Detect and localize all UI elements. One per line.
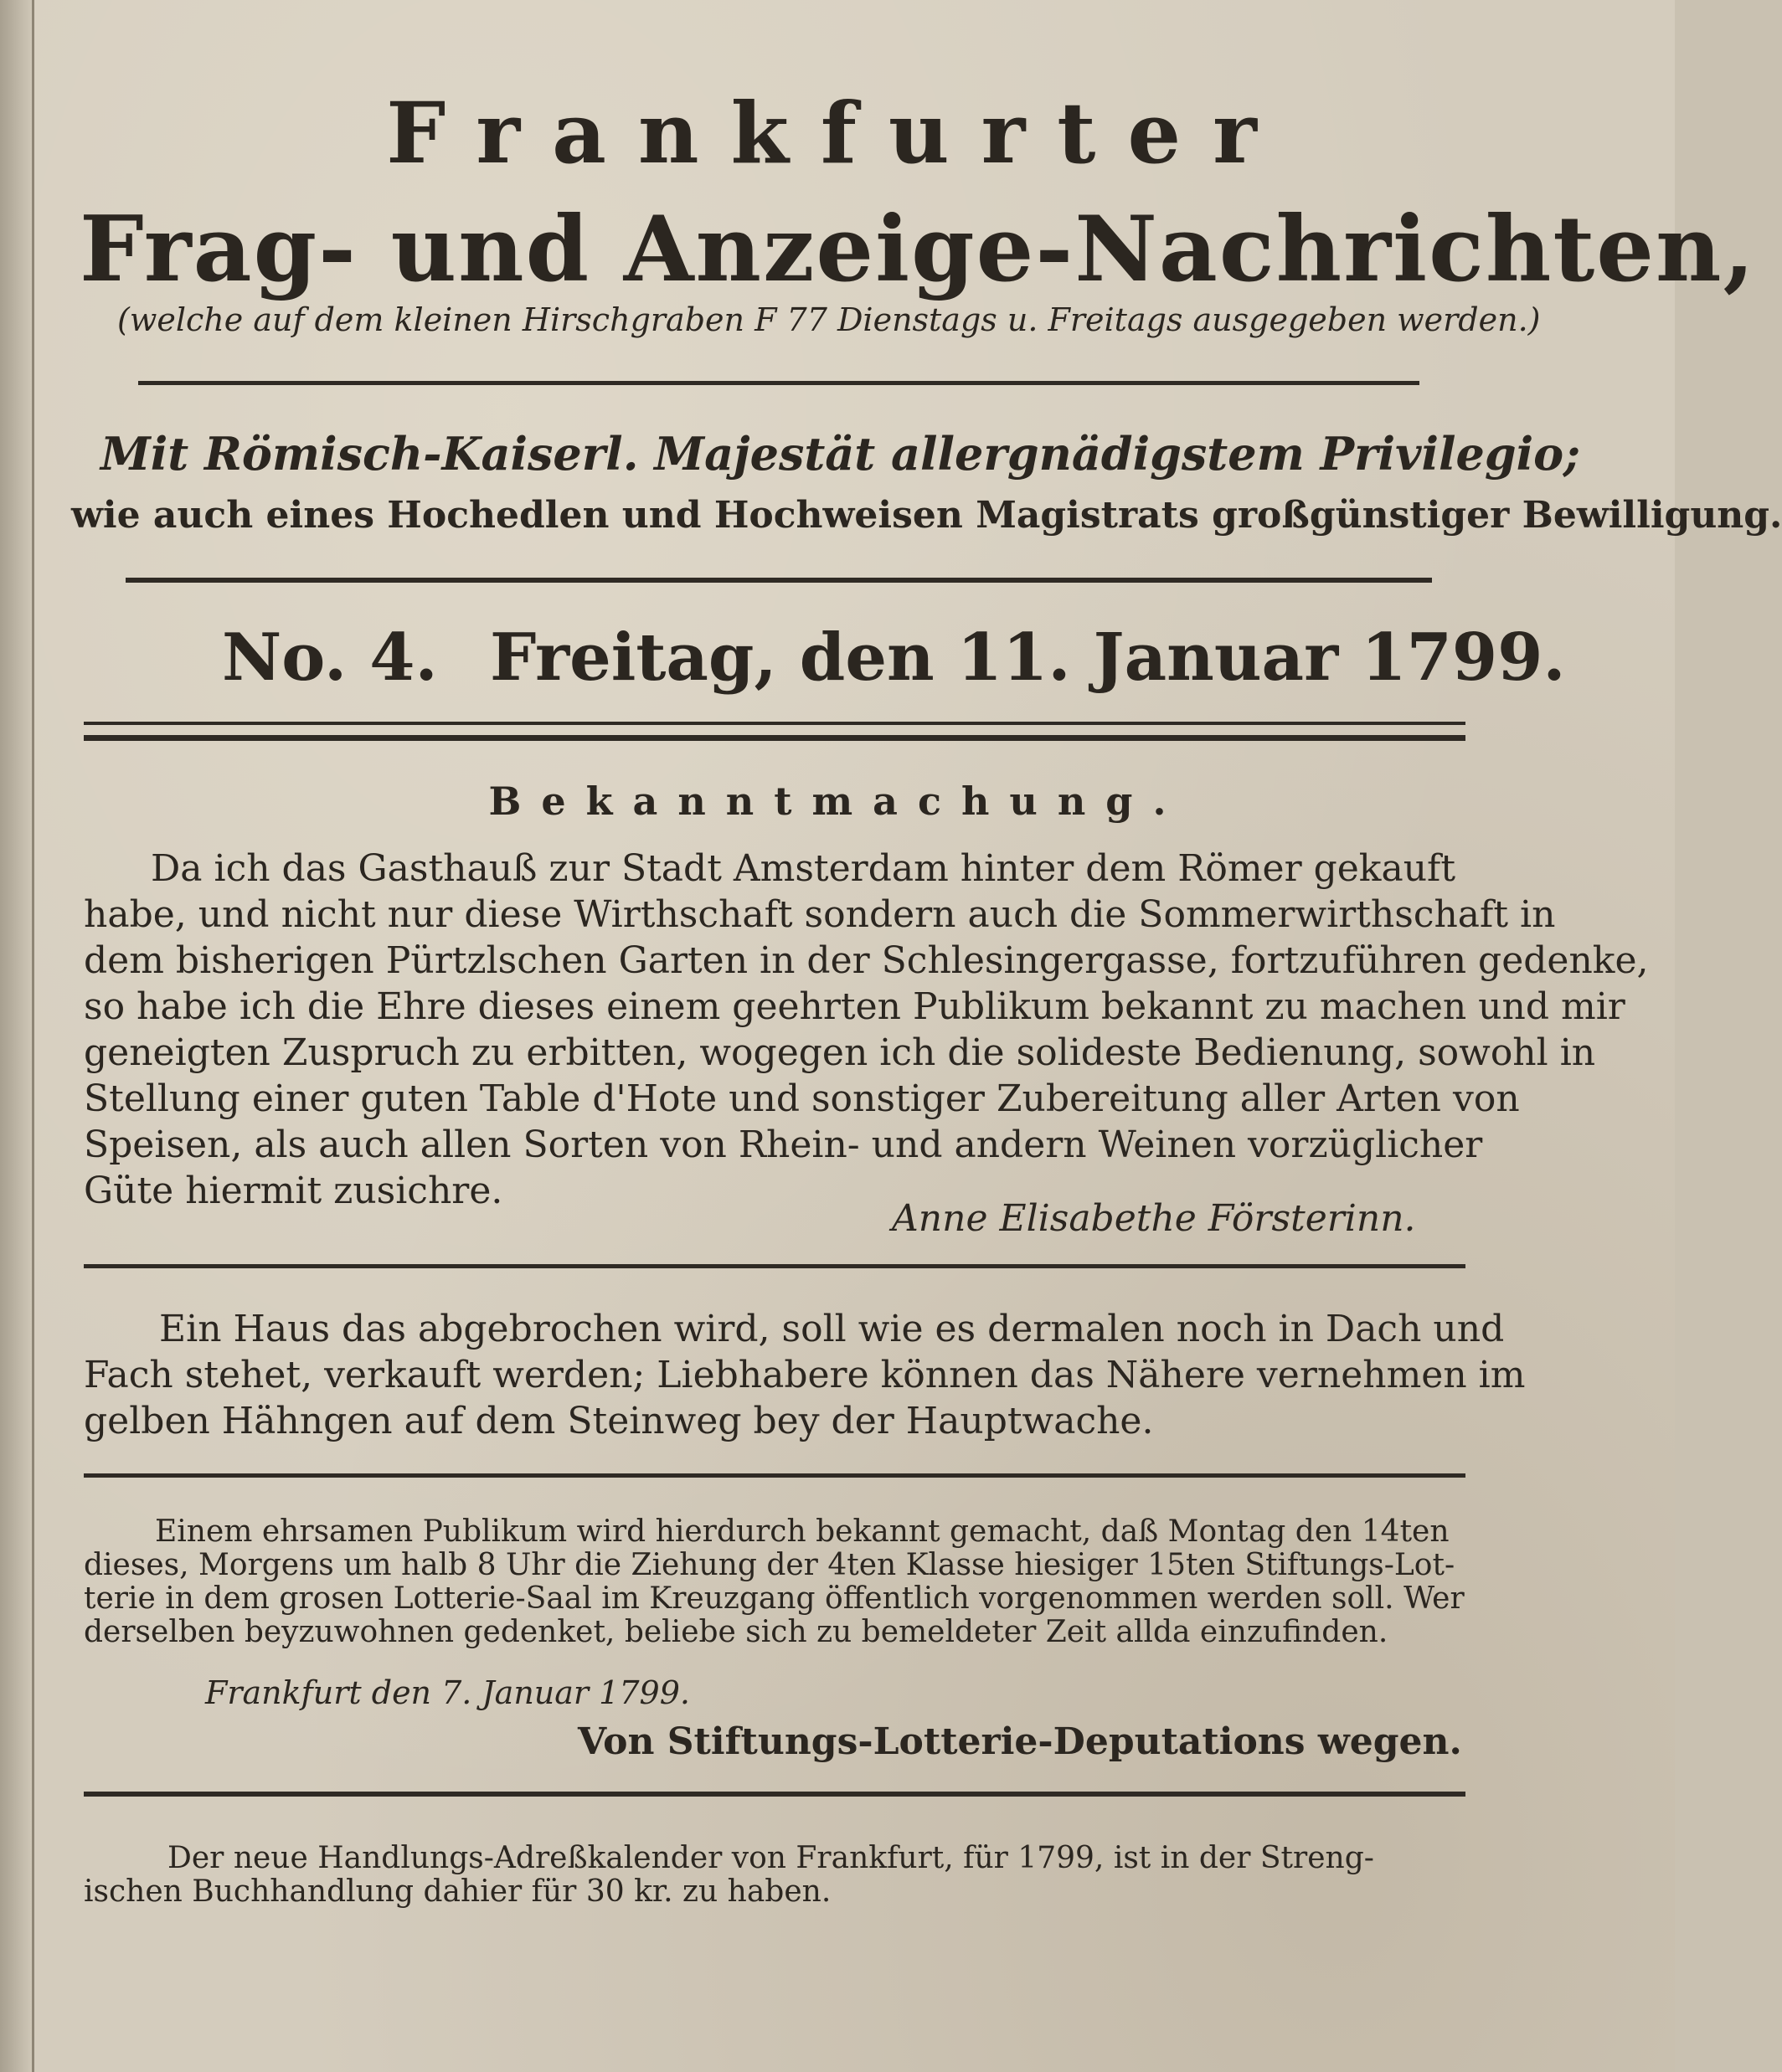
text-line: Einem ehrsamen Publikum wird hierdurch bekannt gemacht, daß Montag den 14ten — [155, 1514, 1450, 1549]
text-line: habe, und nicht nur diese Wirthschaft sondern auch die Sommerwirthschaft in — [84, 893, 1556, 936]
announcement-3-signature: Von Stiftungs-Lotterie-Deputations wegen. — [578, 1720, 1462, 1763]
issue-number: No. 4. — [222, 620, 438, 696]
divider-rule — [84, 1473, 1465, 1478]
announcement-4-body — [84, 1842, 1474, 1909]
issue-date: Freitag, den 11. Januar 1799. — [490, 620, 1566, 696]
text-line: Der neue Handlungs-Adreßkalender von Frankfurt, für 1799, ist in der Streng- — [167, 1841, 1374, 1875]
privilege-line1: Mit Römisch-Kaiserl. Majestät allergnädigstem Privilegio; — [100, 427, 1581, 481]
announcement-2-body — [84, 1306, 1526, 1444]
announcement-1-signature: Anne Elisabethe Försterinn. — [892, 1197, 1416, 1240]
text-line: Güte hiermit zusichre. — [84, 1170, 503, 1212]
announcement-3-place-date: Frankfurt den 7. Januar 1799. — [205, 1674, 690, 1711]
text-line: Fach stehet, verkauft werden; Liebhabere können das Nähere vernehmen im — [84, 1354, 1526, 1396]
text-line: dieses, Morgens um halb 8 Uhr die Ziehung der 4ten Klasse hiesiger 15ten Stiftungs-Lot- — [84, 1548, 1455, 1582]
divider-rule — [84, 735, 1465, 741]
text-line: Stellung einer guten Table d'Hote und sonstiger Zubereitung aller Arten von — [84, 1077, 1520, 1120]
masthead-title-line1: Frankfurter — [386, 84, 1289, 183]
divider-rule — [84, 722, 1465, 725]
text-line: Da ich das Gasthauß zur Stadt Amsterdam hinter dem Römer gekauft — [151, 847, 1456, 890]
text-line: derselben beyzuwohnen gedenket, beliebe sich zu bemeldeter Zeit allda einzufinden. — [84, 1615, 1388, 1649]
divider-rule — [84, 1792, 1465, 1797]
text-line: dem bisherigen Pürtzlschen Garten in der Schlesingergasse, fortzuführen gedenke, — [84, 939, 1649, 982]
announcement-heading: Bekanntmachung. — [488, 779, 1187, 824]
text-line: ischen Buchhandlung dahier für 30 kr. zu haben. — [84, 1874, 832, 1909]
text-line: Ein Haus das abgebrochen wird, soll wie es dermalen noch in Dach und — [159, 1308, 1505, 1350]
page-gutter — [0, 0, 34, 2072]
divider-rule — [126, 578, 1432, 583]
text-line: terie in dem grosen Lotterie-Saal im Kreuzgang öffentlich vorgenommen werden soll. Wer — [84, 1581, 1465, 1616]
masthead-subtitle: (welche auf dem kleinen Hirschgraben F 77 Dienstags u. Freitags ausgegeben werden.) — [117, 301, 1541, 338]
announcement-3-body — [84, 1515, 1474, 1649]
text-line: gelben Hähngen auf dem Steinweg bey der Hauptwache. — [84, 1400, 1154, 1442]
text-line: Speisen, als auch allen Sorten von Rhein- und andern Weinen vorzüglicher — [84, 1123, 1483, 1166]
divider-rule — [84, 1264, 1465, 1268]
text-line: geneigten Zuspruch zu erbitten, wogegen ich die solideste Bedienung, sowohl in — [84, 1031, 1596, 1074]
announcement-1-body — [84, 846, 1649, 1214]
masthead-title-line2: Frag- und Anzeige-Nachrichten, — [80, 197, 1757, 302]
privilege-line2: wie auch eines Hochedlen und Hochweisen Magistrats großgünstiger Bewilligung. — [71, 494, 1782, 537]
text-line: so habe ich die Ehre dieses einem geehrten Publikum bekannt zu machen und mir — [84, 985, 1625, 1028]
divider-rule — [138, 381, 1419, 385]
